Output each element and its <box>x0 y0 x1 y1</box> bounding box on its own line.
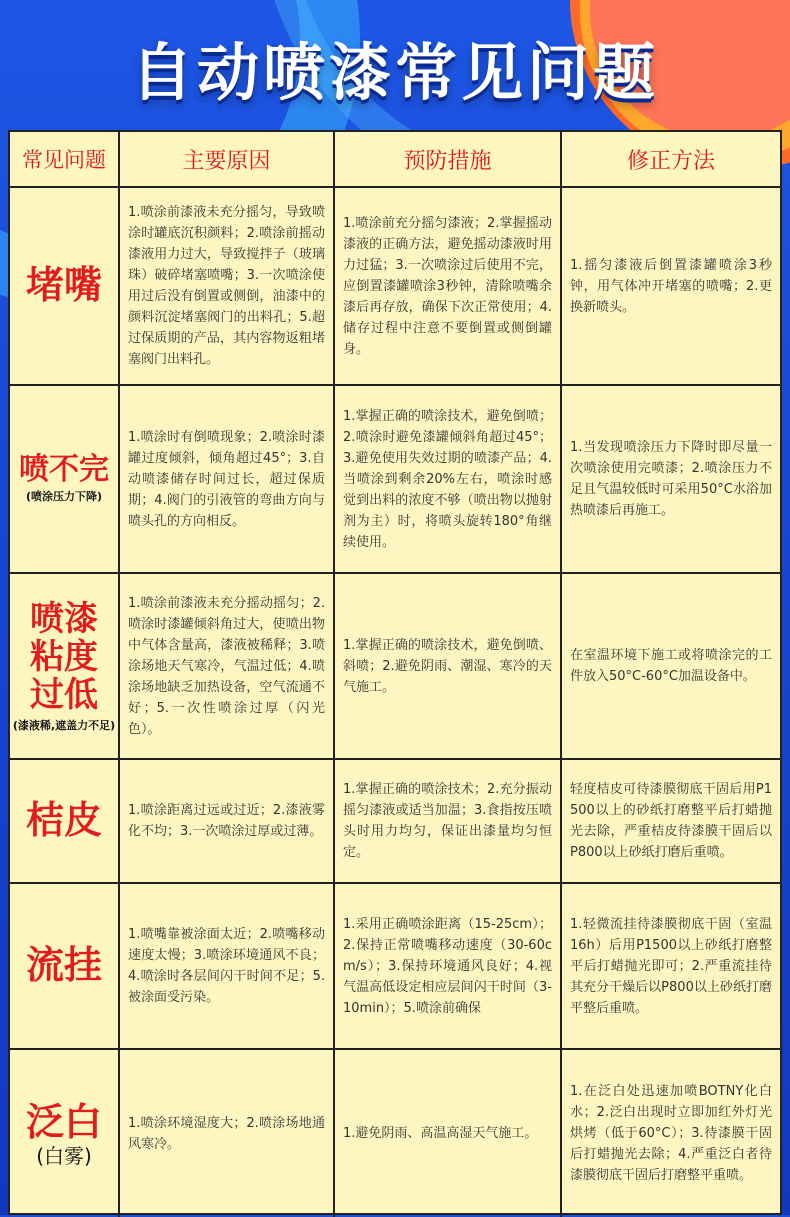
problem-name: 堵嘴 <box>25 263 102 308</box>
fix-text: 1.当发现喷涂压力下降时即尽量一次喷涂使用完喷漆；2.喷涂压力不足且气温较低时可采用50°C水浴加热喷漆后再施工。 <box>570 440 772 518</box>
table-row <box>10 760 780 884</box>
problem-name: 流挂 <box>25 943 102 988</box>
problems-table <box>8 130 782 1215</box>
table-row <box>10 1050 780 1217</box>
problem-cell <box>10 386 120 572</box>
cause-cell <box>120 1050 335 1217</box>
cause-cell <box>120 386 335 572</box>
fix-cell <box>562 1050 780 1217</box>
table-row <box>10 386 780 574</box>
cause-text: 1.喷涂距离过远或过近；2.漆液雾化不均；3.一次喷涂过厚或过薄。 <box>128 803 325 839</box>
fix-text: 1.轻微流挂待漆膜彻底干固（室温16h）后用P1500以上砂纸打磨整平后打蜡抛光即可；2.严重流挂待其充分干燥后以P800以上砂纸打磨平整后重喷。 <box>570 916 772 1016</box>
problem-cell <box>10 1050 120 1217</box>
fix-cell <box>562 884 780 1048</box>
table-row <box>10 574 780 760</box>
prevention-text: 1.掌握正确的喷涂技术；2.充分振动摇匀漆液或适当加温；3.食指按压喷头时用力均匀，保证出漆量均匀恒定。 <box>343 782 552 860</box>
problem-subtitle: (喷涂压力下降) <box>25 490 103 504</box>
header-problem: 常见问题 <box>10 132 120 186</box>
problem-cell <box>10 188 120 384</box>
prevention-text: 1.掌握正确的喷涂技术，避免倒喷；2.喷涂时避免漆罐倾斜角超过45°；3.避免使用失效过期的喷漆产品；4.当喷涂到剩余20%左右，喷涂时感觉到出料的浓度不够（喷出物以抛射剂为主）时，将喷头旋转180°角继续使用。 <box>343 408 552 550</box>
prevention-text: 1.采用正确喷涂距离（15-25cm）；2.保持正常喷嘴移动速度（30-60cm/s）；3.保持环境通风良好；4.视气温高低设定相应层间闪干时间（3-10min）；5.喷涂前确保 <box>343 916 552 1016</box>
prevention-cell <box>335 884 562 1048</box>
header-fix: 修正方法 <box>626 148 715 174</box>
prevention-text: 1.喷涂前充分摇匀漆液；2.掌握摇动漆液的正确方法，避免摇动漆液时用力过猛；3.一次喷涂过后使用不完，应倒置漆罐喷涂3秒钟，清除喷嘴余漆后再存放，确保下次正常使用；4.储存过程中注意不要倒置或侧倒罐身。 <box>343 215 552 357</box>
table-row <box>10 188 780 386</box>
prevention-cell <box>335 188 562 384</box>
prevention-cell <box>335 574 562 758</box>
cause-text: 1.喷涂时有倒喷现象；2.喷涂时漆罐过度倾斜，倾角超过45°；3.自动喷漆储存时间过长，超过保质期；4.阀门的引液管的弯曲方向与喷头孔的方向相反。 <box>128 429 325 529</box>
cause-cell <box>120 760 335 882</box>
cause-text: 1.喷涂环境湿度大；2.喷涂场地通风寒冷。 <box>128 1115 325 1152</box>
table-row <box>10 884 780 1050</box>
problem-cell <box>10 884 120 1048</box>
fix-cell <box>562 188 780 384</box>
prevention-text: 1.避免阴雨、高温高湿天气施工。 <box>343 1126 538 1141</box>
problem-name: 喷漆粘度过低 <box>30 598 98 715</box>
cause-text: 1.喷涂前漆液未充分摇动摇匀；2.喷涂时漆罐倾斜角过大，使喷出物中气体含量高，漆液被稀释；3.喷涂场地天气寒冷，气温过低；4.喷涂场地缺乏加热设备，空气流通不好；5.一次性喷涂过厚（闪光色）。 <box>128 595 325 737</box>
header-cause: 主要原因 <box>120 132 335 186</box>
prevention-cell <box>335 1050 562 1217</box>
problem-name: 泛白 <box>25 1100 102 1145</box>
cause-cell <box>120 574 335 758</box>
fix-cell <box>562 574 780 758</box>
fix-text: 在室温环境下施工或将喷涂完的工件放入50°C-60°C加温设备中。 <box>570 648 772 684</box>
cause-text: 1.喷涂前漆液未充分摇匀，导致喷涂时罐底沉积颜料；2.喷涂前摇动漆液用力过大，导致搅拌子（玻璃珠）破碎堵塞喷嘴；3.一次喷涂使用过后没有倒置或侧倒，油漆中的颜料沉淀堵塞阀门的出料孔；5.超过保质期的产品，其内容物返粗堵塞阀门出料孔。 <box>128 205 325 367</box>
prevention-cell <box>335 760 562 882</box>
problem-subtitle: (白雾) <box>36 1143 92 1168</box>
fix-text: 轻度桔皮可待漆膜彻底干固后用P1500以上的砂纸打磨整平后打蜡抛光去除，严重桔皮待漆膜干固后以P800以上砂纸打磨后重喷。 <box>570 782 772 860</box>
problem-subtitle: (漆液稀,遮盖力不足) <box>12 718 116 732</box>
fix-cell <box>562 386 780 572</box>
problem-cell <box>10 760 120 882</box>
prevention-text: 1.掌握正确的喷涂技术，避免倒喷、斜喷；2.避免阴雨、潮湿、寒冷的天气施工。 <box>343 637 552 695</box>
cause-cell <box>120 188 335 384</box>
problem-name: 桔皮 <box>25 798 102 843</box>
problem-name: 喷不完 <box>19 451 109 487</box>
header-prevention: 预防措施 <box>335 132 562 186</box>
fix-cell <box>562 760 780 882</box>
problem-cell <box>10 574 120 758</box>
fix-text: 1.摇匀漆液后倒置漆罐喷涂3秒钟，用气体冲开堵塞的喷嘴；2.更换新喷头。 <box>570 257 772 315</box>
prevention-cell <box>335 386 562 572</box>
cause-text: 1.喷嘴靠被涂面太近；2.喷嘴移动速度太慢；3.喷涂环境通风不良；4.喷涂时各层间闪干时间不足；5.被涂面受污染。 <box>128 927 325 1005</box>
page-title: 自动喷漆常见问题 <box>130 36 659 109</box>
cause-cell <box>120 884 335 1048</box>
table-header <box>10 132 780 188</box>
fix-text: 1.在泛白处迅速加喷BOTNY化白水；2.泛白出现时立即加红外灯光烘烤（低于60°C）；3.待漆膜干固后打蜡抛光去除；4.严重泛白者待漆膜彻底干固后打磨整平重喷。 <box>570 1084 772 1183</box>
